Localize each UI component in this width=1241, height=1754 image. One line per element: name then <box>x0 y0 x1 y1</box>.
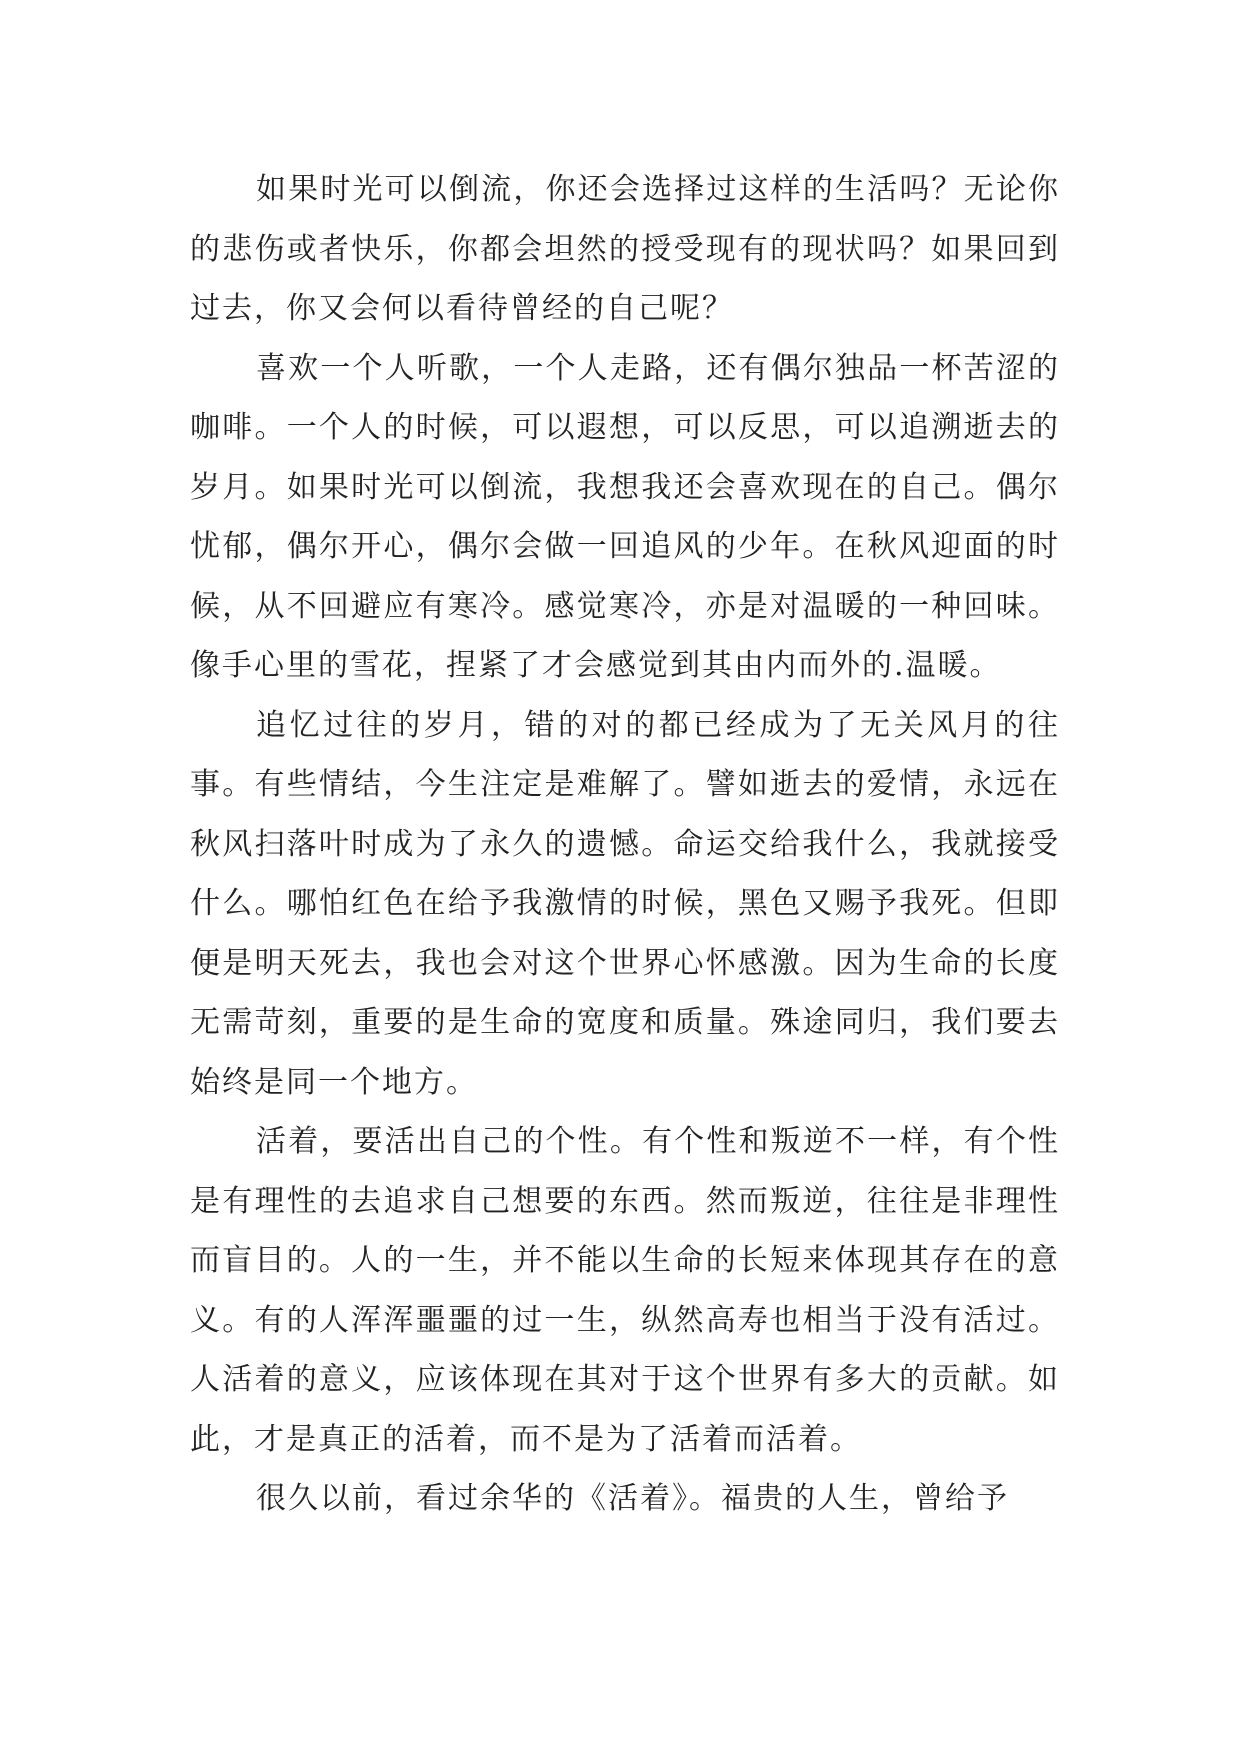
document-body <box>190 160 1060 1529</box>
paragraph-4: 活着，要活出自己的个性。有个性和叛逆不一样，有个性是有理性的去追求自己想要的东西。然而叛逆，往往是非理性而盲目的。人的一生，并不能以生命的长短来体现其存在的意义。有的人浑浑噩噩的过一生，纵然高寿也相当于没有活过。人活着的意义，应该体现在其对于这个世界有多大的贡献。如此，才是真正的活着，而不是为了活着而活着。 <box>190 1124 1060 1457</box>
paragraph-5: 很久以前，看过余华的《活着》。福贵的人生，曾给予 <box>256 1481 1009 1516</box>
paragraph-1: 如果时光可以倒流，你还会选择过这样的生活吗？无论你的悲伤或者快乐，你都会坦然的授受现有的现状吗？如果回到过去，你又会何以看待曾经的自己呢？ <box>190 172 1060 326</box>
paragraph-2: 喜欢一个人听歌，一个人走路，还有偶尔独品一杯苦涩的咖啡。一个人的时候，可以遐想，可以反思，可以追溯逝去的岁月。如果时光可以倒流，我想我还会喜欢现在的自己。偶尔忧郁，偶尔开心，偶尔会做一回追风的少年。在秋风迎面的时候，从不回避应有寒冷。感觉寒冷，亦是对温暖的一种回味。像手心里的雪花，捏紧了才会感觉到其由内而外的.温暖。 <box>190 350 1060 683</box>
paragraph-3: 追忆过往的岁月，错的对的都已经成为了无关风月的往事。有些情结，今生注定是难解了。譬如逝去的爱情，永远在秋风扫落叶时成为了永久的遗憾。命运交给我什么，我就接受什么。哪怕红色在给予我激情的时候，黑色又赐予我死。但即便是明天死去，我也会对这个世界心怀感激。因为生命的长度无需苛刻，重要的是生命的宽度和质量。殊途同归，我们要去始终是同一个地方。 <box>190 707 1060 1100</box>
